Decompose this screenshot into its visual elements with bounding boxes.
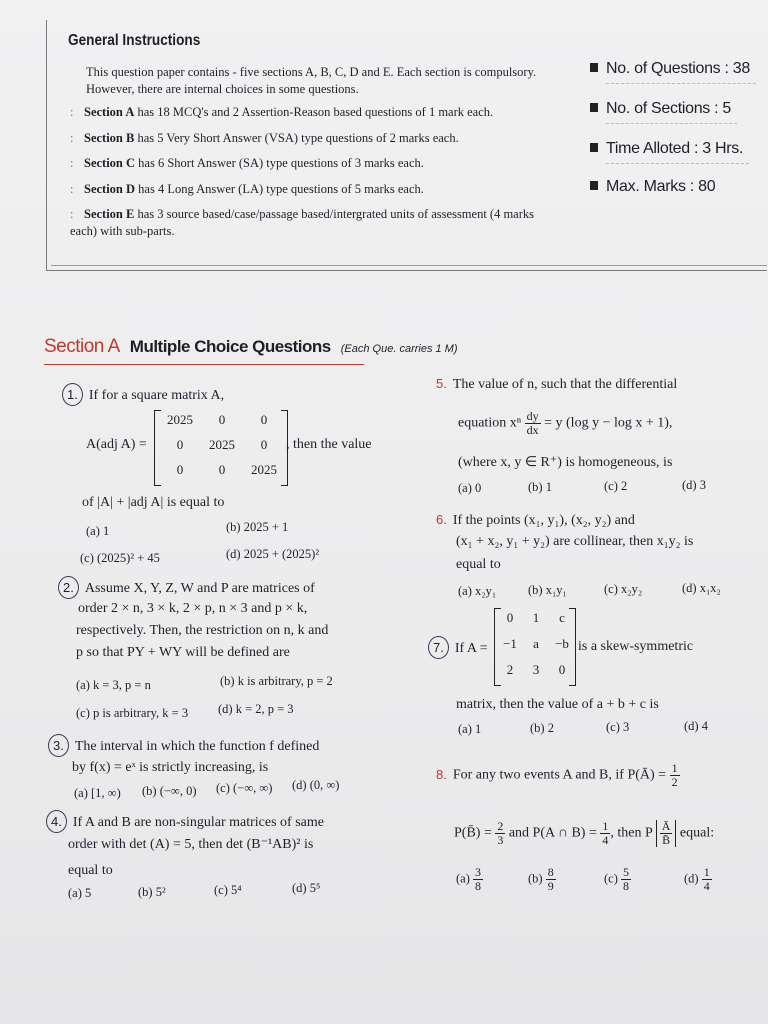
q1-tail: , then the value — [286, 437, 372, 452]
fraction: $\frac{8}{9}$ — [547, 865, 554, 893]
matrix-cell: 2025 — [251, 462, 277, 477]
q1-matrix — [154, 410, 288, 486]
question-7: 7. If A = — [428, 636, 488, 659]
instruction-item-c: : Section C has 6 Short Answer (SA) type questions of 3 marks each. — [70, 156, 424, 170]
question-6: 6. If the points (x₁, y₁), (x₂, y₂) and — [436, 512, 635, 528]
matrix-cell: 0 — [176, 437, 184, 452]
option-a[interactable]: (a) x₂y₁ — [458, 584, 497, 598]
option-d[interactable]: (d) 2025 + (2025)² — [226, 547, 320, 561]
matrix-cell: 0 — [218, 412, 226, 427]
section-title: Multiple Choice Questions — [129, 337, 331, 356]
instructions-intro: This question paper contains - five sections A, B, C, D and E. Each section is compulsory. However, there are internal choices in some questions. — [86, 65, 537, 96]
bullet-icon — [590, 143, 598, 152]
section-label: Section E — [84, 207, 135, 221]
matrix-cell: c — [559, 610, 565, 625]
question-4: 4. If A and B are non-singular matrices of same — [46, 810, 324, 833]
matrix-cell: 0 — [176, 462, 184, 477]
option-d[interactable]: (d) 5⁵ — [292, 881, 321, 895]
matrix-cell: −1 — [503, 636, 517, 651]
bullet-icon — [590, 181, 598, 190]
option-a[interactable]: (a) $\frac{3}{8}$ — [456, 865, 481, 893]
option-b[interactable]: (b) 2025 + 1 — [226, 520, 289, 534]
matrix-cell: a — [533, 636, 539, 651]
option-a[interactable]: (a) 0 — [458, 481, 482, 495]
option-c[interactable]: (c) 2 — [604, 479, 628, 493]
q3-line: by f(x) = eˣ is strictly increasing, is — [72, 760, 269, 775]
q7-matrix — [494, 608, 576, 686]
fraction: $\frac{5}{8}$ — [623, 865, 629, 893]
option-c[interactable]: (c) $\frac{5}{8}$ — [604, 865, 629, 893]
option-d[interactable]: (d) x₁x₂ — [682, 581, 721, 595]
question-3: 3. The interval in which the function f defined — [48, 734, 319, 757]
fraction: $\frac{1}{4}$ — [703, 865, 710, 893]
q7-tail: is a skew-symmetric — [578, 639, 694, 654]
option-b[interactable]: (b) (−∞, 0) — [142, 784, 197, 798]
info-marks: Max. Marks : 80 — [590, 178, 715, 196]
q2-line: order 2 × n, 3 × k, 2 × p, n × 3 and p × k, — [78, 601, 308, 616]
fraction: $\frac{1}{2}$ — [671, 761, 678, 789]
option-c[interactable]: (c) 5⁴ — [214, 883, 242, 897]
option-d[interactable]: (d) k = 2, p = 3 — [218, 702, 294, 716]
section-underline — [44, 364, 364, 365]
instruction-item-a: : Section A has 18 MCQ's and 2 Assertion-Reason based questions of 1 mark each. — [70, 105, 494, 119]
section-label: Section B — [84, 131, 135, 145]
q2-line: p so that PY + WY will be defined are — [76, 645, 290, 660]
matrix-cell: 0 — [506, 610, 514, 625]
section-label: Section D — [84, 182, 136, 196]
matrix-cell: 0 — [558, 662, 566, 677]
question-number: 6. — [436, 512, 447, 527]
option-c[interactable]: (c) (−∞, ∞) — [216, 781, 273, 795]
bullet-icon — [590, 103, 598, 112]
question-number: 7. — [428, 636, 449, 659]
matrix-cell: 0 — [218, 462, 226, 477]
matrix-cell: 2025 — [167, 412, 193, 427]
option-d[interactable]: (d) $\frac{1}{4}$ — [684, 865, 710, 893]
question-number: 1. — [62, 383, 83, 406]
option-d[interactable]: (d) 4 — [684, 719, 708, 733]
section-letter: Section A — [44, 336, 120, 357]
q8-line2: P(B̄) = $\frac{2}{3}$ and P(A ∩ B) = $\frac{1}{4}$ , then P $\frac{Ā}{B̄}$ equal: — [454, 819, 715, 847]
question-stem: If for a square matrix A, — [88, 388, 225, 403]
q4-line: equal to — [68, 863, 113, 878]
q5-equation: equation xⁿ $\frac{dy}{dx}$ = y (log y − log x + 1), — [458, 409, 673, 437]
info-sections: No. of Sections : 5 — [590, 100, 731, 118]
question-number: 2. — [58, 576, 79, 599]
matrix-cell: 0 — [260, 412, 268, 427]
option-b[interactable]: (b) 1 — [528, 480, 552, 494]
option-b[interactable]: (b) 2 — [530, 721, 554, 735]
option-b[interactable]: (b) $\frac{8}{9}$ — [528, 865, 554, 893]
fraction: $\frac{3}{8}$ — [475, 865, 481, 893]
option-a[interactable]: (a) 5 — [68, 886, 92, 900]
matrix-cell: 2 — [506, 662, 514, 677]
matrix-cell: 3 — [532, 662, 540, 677]
section-label: Section A — [84, 105, 135, 119]
instruction-item-e: : Section E has 3 source based/case/passage based/intergrated units of assessment (4 marks each) with sub-parts. — [70, 207, 535, 238]
bullet-icon — [590, 63, 598, 72]
q4-line: order with det (A) = 5, then det (B⁻¹AB)² is — [68, 837, 314, 852]
section-heading — [44, 336, 458, 358]
question-number: 8. — [436, 766, 447, 782]
option-b[interactable]: (b) x₁y₁ — [528, 583, 567, 597]
option-c[interactable]: (c) x₂y₂ — [604, 582, 643, 596]
q6-line: (x₁ + x₂, y₁ + y₂) are collinear, then x₁y₂ is — [456, 534, 694, 549]
fraction: $\frac{dy}{dx}$ — [526, 409, 539, 437]
q6-line: equal to — [456, 557, 501, 572]
matrix-cell: 1 — [532, 610, 540, 625]
fraction: $\frac{Ā}{B̄}$ — [656, 820, 677, 847]
matrix-cell: 0 — [260, 437, 268, 452]
option-c[interactable]: (c) p is arbitrary, k = 3 — [76, 706, 189, 720]
option-b[interactable]: (b) k is arbitrary, p = 2 — [220, 674, 333, 688]
section-note: (Each Que. carries 1 M) — [340, 343, 458, 355]
matrix-cell: −b — [555, 636, 569, 651]
q1-lhs: A(adj A) = — [86, 437, 147, 452]
section-label: Section C — [84, 156, 136, 170]
q1-line2: of |A| + |adj A| is equal to — [82, 495, 225, 510]
question-number: 4. — [46, 810, 67, 833]
q2-line: respectively. Then, the restriction on n, k and — [76, 623, 329, 638]
question-number: 5. — [436, 376, 447, 391]
option-d[interactable]: (d) 3 — [682, 478, 706, 492]
instruction-item-d: : Section D has 4 Long Answer (LA) type questions of 5 marks each. — [70, 182, 424, 196]
question-8: 8. For any two events A and B, if P(Ā) = $\frac{1}{2}$ — [436, 761, 678, 789]
option-d[interactable]: (d) (0, ∞) — [292, 778, 340, 792]
option-a[interactable]: (a) k = 3, p = n — [76, 678, 151, 692]
question-5: 5. The value of n, such that the differential — [436, 376, 678, 392]
fraction: $\frac{2}{3}$ — [497, 819, 504, 847]
q5-line3: (where x, y ∈ R⁺) is homogeneous, is — [458, 455, 673, 470]
option-a[interactable]: (a) [1, ∞) — [74, 786, 121, 800]
instructions-title: General Instructions — [68, 32, 201, 49]
question-number: 3. — [48, 734, 69, 757]
matrix-cell: 2025 — [209, 437, 235, 452]
option-a[interactable]: (a) 1 — [458, 722, 482, 736]
instruction-item-b: : Section B has 5 Very Short Answer (VSA) type questions of 2 marks each. — [70, 131, 459, 145]
info-questions: No. of Questions : 38 — [590, 60, 750, 78]
question-2: 2. Assume X, Y, Z, W and P are matrices of — [58, 576, 315, 599]
option-b[interactable]: (b) 5² — [138, 885, 166, 899]
info-time: Time Alloted : 3 Hrs. — [590, 140, 743, 158]
option-a[interactable]: (a) 1 — [86, 524, 110, 538]
question-1 — [62, 383, 224, 406]
option-c[interactable]: (c) 3 — [606, 720, 630, 734]
q7-line2: matrix, then the value of a + b + c is — [456, 697, 659, 712]
option-c[interactable]: (c) (2025)² + 45 — [80, 551, 160, 565]
fraction: $\frac{1}{4}$ — [602, 819, 609, 847]
